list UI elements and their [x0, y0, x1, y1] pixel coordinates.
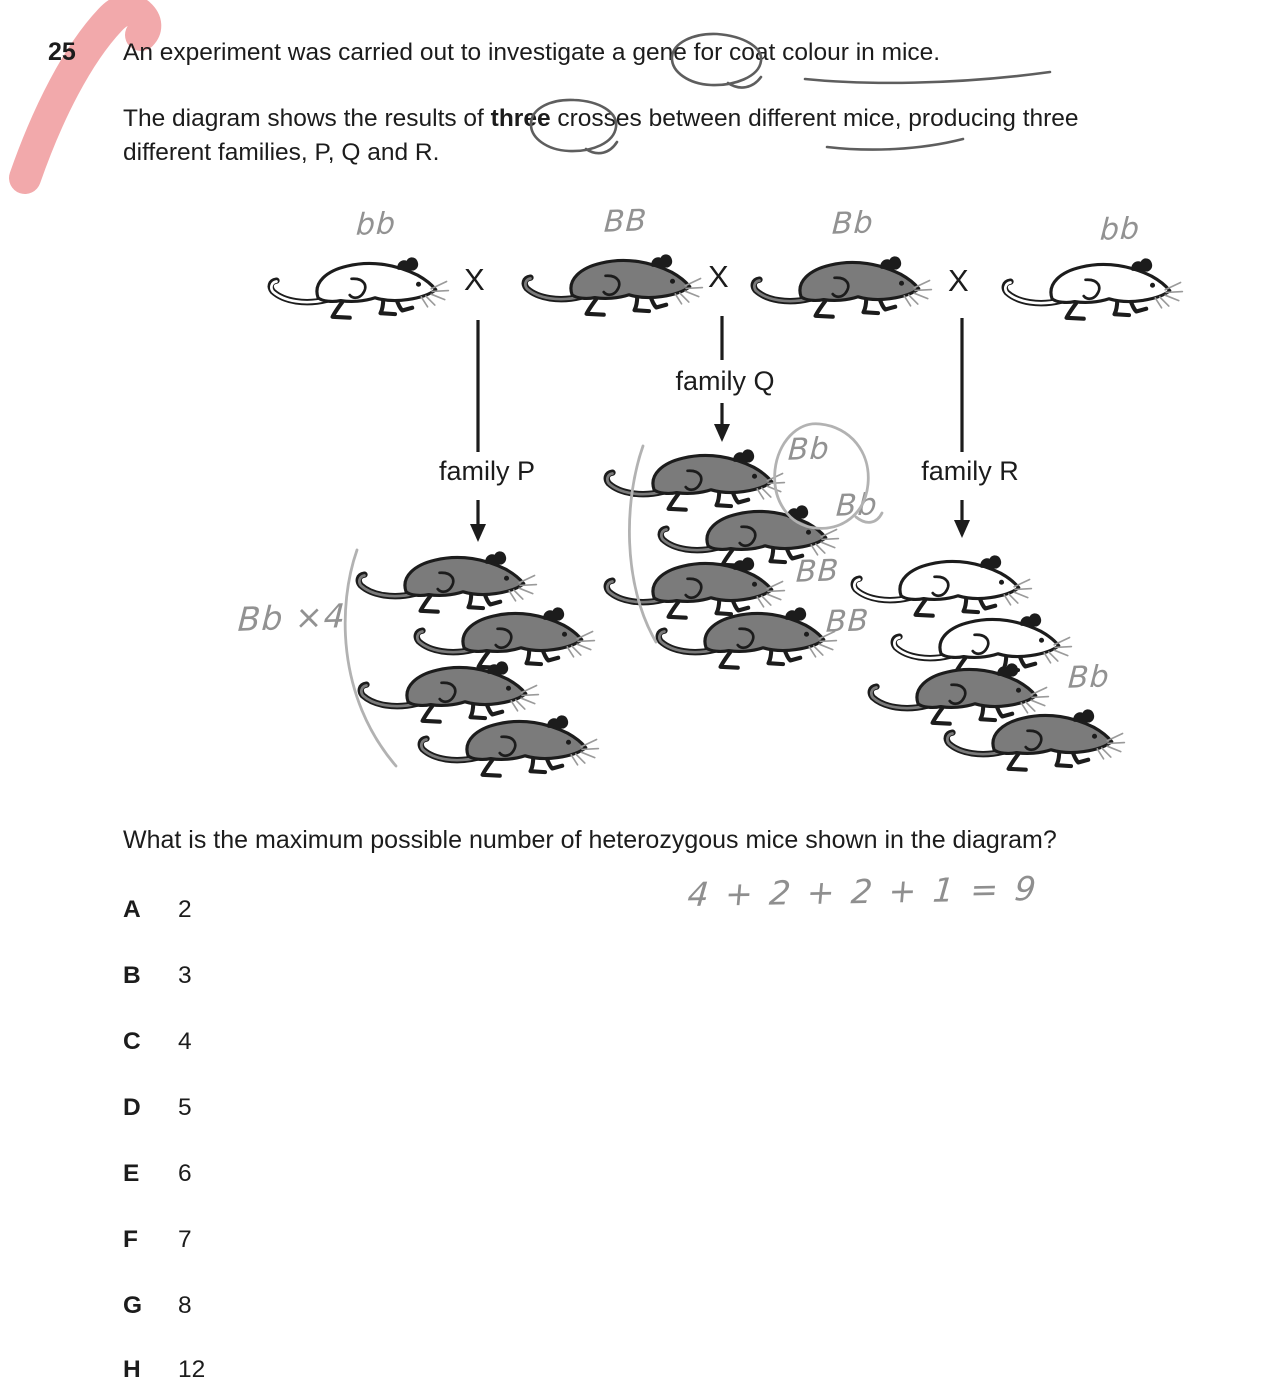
option-value-d: 5	[178, 1094, 192, 1121]
family-p-genotype-annotation: Bb ×4	[236, 596, 347, 639]
genotype-annotation-parent-4: bb	[1099, 211, 1142, 248]
genotype-annotation-parent-2: BB	[603, 203, 649, 240]
intro-1-pre: An experiment was carried out to investigate	[123, 39, 612, 66]
pencil-circle-a-gene-tail	[728, 77, 761, 88]
option-row-d	[123, 1094, 192, 1122]
family-r-mouse-4-icon	[938, 700, 1128, 777]
intro-2-line-2: different families, P, Q and R.	[123, 139, 440, 166]
intro-paragraph-2	[123, 102, 1243, 170]
option-letter-a: A	[123, 896, 141, 923]
option-letter-c: C	[123, 1028, 141, 1055]
intro-paragraph-1	[123, 38, 1233, 68]
option-row-b	[123, 962, 192, 990]
bold-circled-three: three	[490, 105, 551, 132]
circled-phrase-a-gene: a gene	[611, 39, 687, 66]
parent-mouse-2-icon	[516, 245, 706, 322]
question-prompt: What is the maximum possible number of heterozygous mice shown in the diagram?	[123, 826, 1057, 854]
option-letter-e: E	[123, 1160, 140, 1187]
parent-mouse-1-icon	[262, 248, 452, 325]
cross-symbol-2: X	[708, 259, 729, 294]
intro-2-post: , producing three	[894, 105, 1079, 132]
option-letter-b: B	[123, 962, 141, 989]
option-letter-h: H	[123, 1356, 141, 1383]
option-row-h	[123, 1356, 205, 1384]
option-value-b: 3	[178, 962, 192, 989]
genotype-annotation-parent-1: bb	[355, 206, 398, 243]
option-value-a: 2	[178, 896, 192, 923]
option-row-f	[123, 1226, 192, 1254]
option-row-g	[123, 1292, 192, 1320]
cross-symbol-1: X	[464, 262, 485, 297]
family-q-genotype-annotation-3: BB	[795, 553, 841, 590]
family-q-label: family Q	[675, 366, 775, 396]
hand-underline-coat-colour	[805, 72, 1050, 83]
handwritten-working: 4 + 2 + 2 + 1 = 9	[685, 868, 1041, 915]
option-letter-g: G	[123, 1292, 143, 1319]
family-r-genotype-annotation: Bb	[1067, 659, 1111, 696]
option-value-h: 12	[178, 1356, 206, 1383]
option-row-c	[123, 1028, 192, 1056]
option-value-g: 8	[178, 1292, 192, 1319]
cross-symbol-3: X	[948, 263, 969, 298]
family-q-genotype-annotation-2: Bb	[835, 487, 879, 524]
option-value-f: 7	[178, 1226, 192, 1253]
intro-2-pre: The diagram shows the results of	[123, 105, 491, 132]
family-p-label: family P	[438, 456, 536, 486]
genotype-annotation-parent-3: Bb	[831, 205, 875, 242]
family-q-genotype-annotation-4: BB	[825, 603, 871, 640]
parent-mouse-4-icon	[996, 249, 1186, 326]
family-p-mouse-4-icon	[412, 706, 602, 783]
option-row-a	[123, 896, 192, 924]
underlined-phrase-coat-colour: coat colour in mice.	[729, 39, 941, 66]
option-row-e	[123, 1160, 192, 1188]
intro-1-mid: for	[686, 39, 730, 66]
question-number: 25	[48, 38, 76, 66]
parent-mouse-3-icon	[745, 247, 935, 324]
family-q-mouse-4-icon	[650, 598, 840, 675]
underlined-phrase-different-mice: different mice	[748, 105, 895, 132]
option-value-c: 4	[178, 1028, 192, 1055]
intro-2-mid: crosses between	[550, 105, 749, 132]
option-letter-d: D	[123, 1094, 141, 1121]
family-q-genotype-annotation-1: Bb	[787, 431, 831, 468]
option-letter-f: F	[123, 1226, 138, 1253]
option-value-e: 6	[178, 1160, 192, 1187]
intro-2-line-1	[123, 102, 1243, 136]
family-r-label: family R	[921, 456, 1019, 486]
